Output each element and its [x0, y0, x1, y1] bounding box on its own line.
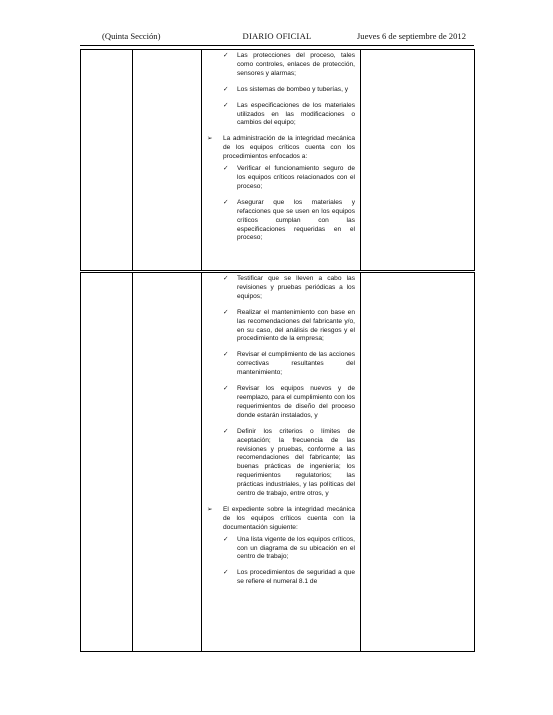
check-list-item — [207, 165, 355, 192]
checkmark-icon: ✓ — [223, 308, 229, 316]
list-item-text: Definir los criterios o límites de aceptación; la frecuencia de las revisiones y pruebas, conforme a las recomendaciones del fabricante; las buenas prácticas de ingeniería; los requerimientos regulatorios; las prácticas industriales, y las políticas del centro de trabajo, entre otros, y — [237, 427, 355, 498]
arrow-bullet-icon: ➢ — [207, 135, 213, 143]
list-item-text: Testificar que se lleven a cabo las revisiones y pruebas periódicas a los equipos; — [237, 275, 355, 300]
table-row — [81, 50, 475, 272]
list-item-text: Una lista vigente de los equipos críticos, con un diagrama de su ubicación en el centro de trabajo; — [237, 535, 355, 561]
list-item-text: Verificar el funcionamiento seguro de los equipos críticos relacionados con el proceso; — [237, 165, 355, 190]
section-label: (Quinta Sección) — [102, 31, 161, 41]
checkmark-icon: ✓ — [223, 165, 229, 173]
checkmark-icon: ✓ — [223, 52, 229, 59]
check-list-item — [207, 351, 355, 378]
checkmark-icon: ✓ — [223, 385, 229, 393]
check-list-item — [207, 569, 355, 587]
table-cell-col2 — [133, 50, 202, 272]
table-cell-col1 — [81, 50, 133, 272]
row1-content — [202, 50, 360, 243]
check-list-item — [207, 199, 355, 244]
table-cell-col4 — [361, 272, 475, 652]
check-list-item — [207, 428, 355, 499]
table-cell-content — [202, 272, 361, 652]
checkmark-icon: ✓ — [223, 351, 229, 359]
row2-content — [202, 273, 360, 587]
list-item-text: Realizar el mantenimiento con base en las recomendaciones del fabricante y/o, en su caso, del análisis de riesgos y el procedimiento de la empresa; — [237, 308, 355, 343]
checkmark-icon: ✓ — [223, 275, 229, 282]
table-cell-col4 — [361, 50, 475, 272]
checkmark-icon: ✓ — [223, 198, 229, 206]
table-cell-content — [202, 50, 361, 272]
check-list-item — [207, 86, 355, 95]
page-header — [80, 31, 474, 45]
check-list-item — [207, 536, 355, 563]
publication-date: Jueves 6 de septiembre de 2012 — [356, 31, 466, 41]
list-item-text: Revisar los equipos nuevos y de reemplazo, para el cumplimiento con los requerimientos de diseño del proceso donde estarán instalados, y — [237, 385, 356, 419]
check-list-item — [207, 102, 355, 129]
arrow-list-item — [207, 135, 355, 162]
table-row — [81, 272, 475, 652]
check-list-item — [207, 275, 355, 302]
table-cell-col2 — [133, 272, 202, 652]
checkmark-icon: ✓ — [223, 101, 229, 109]
checkmark-icon: ✓ — [223, 427, 229, 435]
list-item-text: La administración de la integridad mecánica de los equipos críticos cuenta con los procedimientos enfocados a: — [223, 135, 355, 161]
table-cell-col1 — [81, 272, 133, 652]
header-rule — [80, 45, 474, 46]
checkmark-icon: ✓ — [223, 85, 229, 93]
arrow-list-item — [207, 506, 355, 533]
publication-title: DIARIO OFICIAL — [242, 31, 312, 41]
list-item-text: Los sistemas de bombeo y tuberías, y — [237, 85, 349, 93]
list-item-text: Asegurar que los materiales y refacciones que se usen en los equipos críticos cumplan con las especificaciones requeridas en el proceso; — [237, 198, 355, 242]
list-item-text: Revisar el cumplimiento de las acciones correctivas resultantes del mantenimiento; — [237, 351, 355, 377]
arrow-bullet-icon: ➢ — [207, 505, 213, 513]
list-item-text: El expediente sobre la integridad mecánica de los equipos críticos cuenta con la documentación siguiente: — [223, 505, 355, 531]
list-item-text: Los procedimientos de seguridad a que se refiere el numeral 8.1 de — [237, 569, 355, 586]
check-list-item — [207, 309, 355, 345]
checkmark-icon: ✓ — [223, 535, 229, 543]
check-list-item — [207, 385, 355, 421]
list-item-text: Las especificaciones de los materiales utilizados en las modificaciones o cambios del equipo; — [237, 101, 355, 127]
checkmark-icon: ✓ — [223, 569, 229, 577]
requirements-table — [80, 49, 475, 652]
check-list-item — [207, 52, 355, 79]
list-item-text: Las protecciones del proceso, tales como controles, enlaces de protección, sensores y alarmas; — [237, 52, 355, 77]
